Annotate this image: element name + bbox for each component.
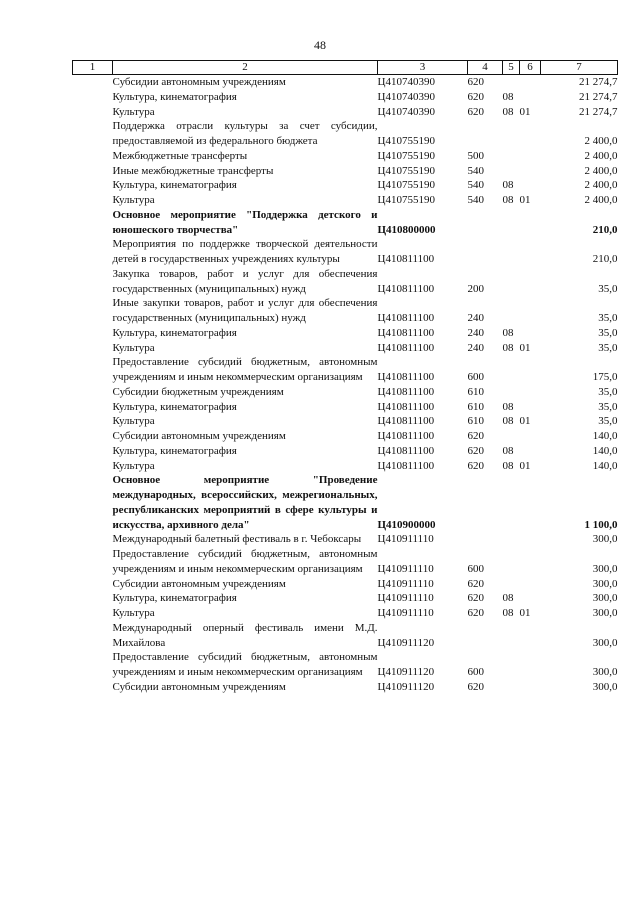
- row-subsection: [520, 164, 541, 179]
- row-code: Ц410755190: [377, 164, 435, 177]
- table-row: [73, 621, 618, 651]
- row-code: Ц410755190: [377, 179, 435, 192]
- page-number: 48: [314, 38, 326, 52]
- row-section: [503, 164, 520, 179]
- row-section: [503, 577, 520, 592]
- row-spacer: [73, 75, 113, 90]
- row-section: [503, 296, 520, 326]
- row-section: 08: [502, 607, 514, 619]
- row-code: Ц410811100: [377, 400, 435, 413]
- row-code: Ц410740390: [377, 90, 435, 103]
- row-expense-type: 540: [467, 179, 484, 192]
- row-code: Ц410900000: [377, 518, 436, 531]
- row-name: Культура, кинематография: [112, 90, 237, 103]
- row-amount: 35,0: [598, 400, 618, 413]
- row-name: Предоставление субсидий бюджетным, автономным учреждениям и иным некоммерческим организациям: [112, 651, 378, 678]
- row-name: Культура: [112, 607, 155, 619]
- table-row: [73, 164, 618, 179]
- row-amount: 21 274,7: [579, 90, 618, 103]
- row-subsection: [520, 532, 541, 547]
- row-spacer: [73, 355, 113, 385]
- row-amount: 35,0: [598, 282, 618, 295]
- row-spacer: [73, 650, 113, 680]
- table-row: [73, 119, 618, 149]
- row-amount: 300,0: [592, 592, 618, 605]
- table-row: [73, 341, 618, 356]
- row-spacer: [73, 326, 113, 341]
- table-row: [73, 326, 618, 341]
- row-name: Предоставление субсидий бюджетным, автономным учреждениям и иным некоммерческим организациям: [112, 356, 378, 383]
- row-name: Культура, кинематография: [112, 179, 237, 192]
- row-code: Ц410811100: [377, 282, 435, 295]
- row-subsection: [520, 680, 541, 695]
- row-amount: 210,0: [592, 223, 618, 236]
- row-name: Культура, кинематография: [112, 400, 237, 413]
- row-spacer: [73, 547, 113, 577]
- row-subsection: 01: [519, 459, 531, 472]
- column-header: 7: [541, 61, 618, 75]
- column-header: 3: [378, 61, 468, 75]
- row-expense-type: 540: [467, 164, 484, 177]
- row-expense-type: [468, 532, 503, 547]
- row-subsection: [520, 650, 541, 680]
- row-expense-type: 620: [467, 577, 484, 590]
- row-name: Субсидии автономным учреждениям: [112, 680, 286, 693]
- row-spacer: [73, 341, 113, 356]
- row-section: [503, 208, 520, 238]
- row-name: Иные межбюджетные трансферты: [112, 164, 274, 177]
- row-spacer: [73, 296, 113, 326]
- table-row: [73, 90, 618, 105]
- row-amount: 300,0: [592, 533, 618, 546]
- row-name: Международный балетный фестиваль в г. Чебоксары: [112, 533, 362, 546]
- table-row: [73, 385, 618, 400]
- row-amount: 300,0: [592, 562, 618, 575]
- row-name: Предоставление субсидий бюджетным, автономным учреждениям и иным некоммерческим организациям: [112, 548, 378, 575]
- row-section: [503, 650, 520, 680]
- row-amount: 175,0: [592, 371, 618, 383]
- row-amount: 2 400,0: [584, 135, 618, 147]
- table-header-row: [73, 61, 618, 75]
- row-section: 08: [502, 194, 514, 206]
- table-row: [73, 444, 618, 459]
- row-amount: 35,0: [598, 326, 618, 339]
- row-spacer: [73, 105, 113, 120]
- row-amount: 140,0: [592, 444, 618, 457]
- row-code: Ц410911110: [377, 592, 434, 605]
- row-name: Субсидии автономным учреждениям: [112, 430, 286, 442]
- row-amount: 2 400,0: [584, 149, 618, 162]
- row-expense-type: 610: [467, 400, 484, 413]
- row-spacer: [73, 193, 113, 208]
- row-amount: 2 400,0: [584, 179, 618, 192]
- row-expense-type: 240: [467, 326, 484, 339]
- row-expense-type: 610: [467, 385, 484, 398]
- table-row: [73, 577, 618, 592]
- row-amount: 300,0: [592, 680, 618, 693]
- row-spacer: [73, 267, 113, 297]
- row-name: Международный оперный фестиваль имени М.Д. Михайлова: [112, 621, 378, 649]
- row-expense-type: 240: [467, 312, 484, 324]
- row-section: [503, 429, 520, 444]
- row-name: Мероприятия по поддержке творческой деятельности детей в государственных учреждениях культуры: [112, 238, 378, 265]
- budget-table: [72, 60, 618, 695]
- row-code: Ц410811100: [377, 371, 435, 383]
- row-spacer: [73, 400, 113, 415]
- row-name: Культура, кинематография: [112, 592, 237, 605]
- table-row: [73, 400, 618, 415]
- row-name: Закупка товаров, работ и услуг для обеспечения государственных (муниципальных) нужд: [112, 267, 378, 295]
- column-header: 5: [503, 61, 520, 75]
- row-subsection: [520, 208, 541, 238]
- row-expense-type: 600: [467, 666, 484, 678]
- row-section: [503, 149, 520, 164]
- row-expense-type: 540: [467, 194, 484, 206]
- row-spacer: [73, 208, 113, 238]
- row-spacer: [73, 429, 113, 444]
- row-name: Культура, кинематография: [112, 444, 237, 457]
- row-code: Ц410911110: [377, 577, 434, 590]
- table-row: [73, 429, 618, 444]
- row-section: 08: [502, 105, 514, 118]
- row-amount: 2 400,0: [584, 164, 618, 177]
- row-code: Ц410755190: [377, 135, 435, 147]
- row-code: Ц410911120: [377, 636, 435, 649]
- row-subsection: [520, 90, 541, 105]
- row-amount: 300,0: [592, 666, 618, 678]
- row-section: [503, 385, 520, 400]
- table-body: [73, 75, 618, 695]
- column-header: 1: [73, 61, 113, 75]
- table-row: [73, 296, 618, 326]
- row-name: Иные закупки товаров, работ и услуг для обеспечения государственных (муниципальных) нужд: [112, 297, 378, 324]
- row-expense-type: [468, 621, 503, 651]
- row-name: Основное мероприятие "Поддержка детского и юношеского творчества": [112, 208, 378, 236]
- table-row: [73, 459, 618, 474]
- row-subsection: [520, 547, 541, 577]
- row-expense-type: 200: [467, 282, 484, 295]
- row-spacer: [73, 680, 113, 695]
- row-subsection: [520, 267, 541, 297]
- row-subsection: [520, 296, 541, 326]
- row-spacer: [73, 119, 113, 149]
- row-code: Ц410811100: [377, 459, 435, 472]
- row-name: Субсидии бюджетным учреждениям: [112, 385, 284, 398]
- row-expense-type: 620: [467, 90, 484, 103]
- table-row: [73, 237, 618, 267]
- row-subsection: 01: [519, 105, 531, 118]
- row-code: Ц410811100: [377, 444, 435, 457]
- row-amount: 35,0: [598, 385, 618, 398]
- row-expense-type: 610: [467, 415, 484, 428]
- row-name: Субсидии автономным учреждениям: [112, 76, 286, 88]
- column-header: 2: [113, 61, 378, 75]
- row-spacer: [73, 385, 113, 400]
- row-section: [503, 621, 520, 651]
- row-amount: 1 100,0: [584, 518, 618, 531]
- row-code: Ц410911120: [377, 680, 435, 693]
- row-section: 08: [502, 90, 514, 103]
- row-expense-type: 240: [467, 341, 484, 354]
- row-spacer: [73, 164, 113, 179]
- row-subsection: [520, 400, 541, 415]
- row-expense-type: 600: [467, 562, 484, 575]
- row-spacer: [73, 606, 113, 621]
- row-spacer: [73, 459, 113, 474]
- row-amount: 21 274,7: [579, 76, 618, 88]
- row-section: 08: [502, 592, 514, 605]
- column-header: 4: [468, 61, 503, 75]
- row-name: Поддержка отрасли культуры за счет субсидии, предоставляемой из федерального бюджета: [112, 120, 378, 147]
- row-section: 08: [502, 341, 514, 354]
- row-expense-type: [468, 237, 503, 267]
- row-code: Ц410911120: [377, 666, 435, 678]
- row-amount: 300,0: [592, 636, 618, 649]
- table-row: [73, 547, 618, 577]
- row-expense-type: 620: [467, 430, 484, 442]
- row-section: 08: [502, 459, 514, 472]
- row-code: Ц410755190: [377, 194, 435, 206]
- row-expense-type: 620: [467, 76, 484, 88]
- table-row: [73, 473, 618, 532]
- table-row: [73, 178, 618, 193]
- table-row: [73, 650, 618, 680]
- row-subsection: [520, 473, 541, 532]
- table-row: [73, 149, 618, 164]
- row-spacer: [73, 414, 113, 429]
- row-code: Ц410911110: [377, 562, 434, 575]
- row-spacer: [73, 473, 113, 532]
- row-expense-type: [468, 473, 503, 532]
- row-name: Культура: [112, 194, 155, 206]
- row-spacer: [73, 444, 113, 459]
- row-subsection: 01: [519, 607, 531, 619]
- row-code: Ц410911110: [377, 533, 434, 546]
- row-code: Ц410811100: [377, 430, 435, 442]
- row-code: Ц410811100: [377, 385, 435, 398]
- column-header: 6: [520, 61, 541, 75]
- row-code: Ц410740390: [377, 76, 435, 88]
- row-subsection: [520, 178, 541, 193]
- row-spacer: [73, 149, 113, 164]
- row-section: [503, 473, 520, 532]
- row-subsection: [520, 591, 541, 606]
- row-name: Культура, кинематография: [112, 326, 237, 339]
- row-name: Субсидии автономным учреждениям: [112, 577, 286, 590]
- row-code: Ц410811100: [377, 253, 435, 265]
- row-amount: 140,0: [592, 459, 618, 472]
- row-expense-type: 620: [467, 592, 484, 605]
- row-expense-type: [468, 119, 503, 149]
- row-code: Ц410755190: [377, 149, 435, 162]
- row-expense-type: 620: [467, 105, 484, 118]
- row-section: [503, 532, 520, 547]
- row-subsection: [520, 149, 541, 164]
- row-subsection: [520, 237, 541, 267]
- row-name: Культура: [112, 415, 155, 428]
- row-code: Ц410811100: [377, 326, 435, 339]
- row-name: Основное мероприятие "Проведение международных, всероссийских, межрегиональных, республиканских мероприятий в сфере культуры и искусства, архивного дела": [112, 474, 378, 531]
- row-amount: 300,0: [592, 607, 618, 619]
- table-row: [73, 105, 618, 120]
- row-amount: 140,0: [592, 430, 618, 442]
- row-code: Ц410811100: [377, 415, 435, 428]
- row-name: Культура: [112, 105, 155, 118]
- table-row: [73, 680, 618, 695]
- row-section: 08: [502, 326, 514, 339]
- row-section: 08: [502, 444, 514, 457]
- row-section: [503, 237, 520, 267]
- table-row: [73, 355, 618, 385]
- row-amount: 35,0: [598, 312, 618, 324]
- row-subsection: [520, 385, 541, 400]
- row-code: Ц410811100: [377, 312, 435, 324]
- row-name: Межбюджетные трансферты: [112, 149, 248, 162]
- table-row: [73, 591, 618, 606]
- row-subsection: [520, 444, 541, 459]
- row-subsection: [520, 577, 541, 592]
- row-amount: 35,0: [598, 415, 618, 428]
- table-row: [73, 532, 618, 547]
- row-subsection: [520, 326, 541, 341]
- row-subsection: [520, 75, 541, 90]
- table-row: [73, 208, 618, 238]
- row-subsection: 01: [519, 415, 531, 428]
- row-spacer: [73, 621, 113, 651]
- row-subsection: 01: [519, 341, 531, 354]
- row-subsection: 01: [519, 194, 531, 206]
- row-spacer: [73, 532, 113, 547]
- row-subsection: [520, 119, 541, 149]
- table-row: [73, 75, 618, 90]
- row-section: 08: [502, 415, 514, 428]
- row-name: Культура: [112, 459, 155, 472]
- row-section: [503, 355, 520, 385]
- row-section: 08: [502, 400, 514, 413]
- row-section: [503, 680, 520, 695]
- row-spacer: [73, 577, 113, 592]
- row-code: Ц410800000: [377, 223, 436, 236]
- row-subsection: [520, 621, 541, 651]
- row-amount: 21 274,7: [579, 105, 618, 118]
- table-row: [73, 267, 618, 297]
- row-spacer: [73, 90, 113, 105]
- row-section: 08: [502, 179, 514, 192]
- row-spacer: [73, 178, 113, 193]
- row-subsection: [520, 429, 541, 444]
- row-code: Ц410740390: [377, 105, 435, 118]
- row-amount: 300,0: [592, 577, 618, 590]
- row-expense-type: 620: [467, 444, 484, 457]
- row-section: [503, 547, 520, 577]
- row-spacer: [73, 591, 113, 606]
- row-amount: 2 400,0: [584, 194, 618, 206]
- row-code: Ц410911110: [377, 607, 434, 619]
- row-name: Культура: [112, 341, 155, 354]
- table-row: [73, 414, 618, 429]
- row-subsection: [520, 355, 541, 385]
- table-row: [73, 606, 618, 621]
- row-spacer: [73, 237, 113, 267]
- row-code: Ц410811100: [377, 341, 435, 354]
- row-expense-type: 620: [467, 459, 484, 472]
- table-row: [73, 193, 618, 208]
- row-expense-type: [468, 208, 503, 238]
- row-section: [503, 267, 520, 297]
- row-section: [503, 75, 520, 90]
- row-expense-type: 620: [467, 607, 484, 619]
- row-amount: 35,0: [598, 341, 618, 354]
- row-section: [503, 119, 520, 149]
- row-amount: 210,0: [592, 253, 618, 265]
- row-expense-type: 620: [467, 680, 484, 693]
- row-expense-type: 500: [467, 149, 484, 162]
- row-expense-type: 600: [467, 371, 484, 383]
